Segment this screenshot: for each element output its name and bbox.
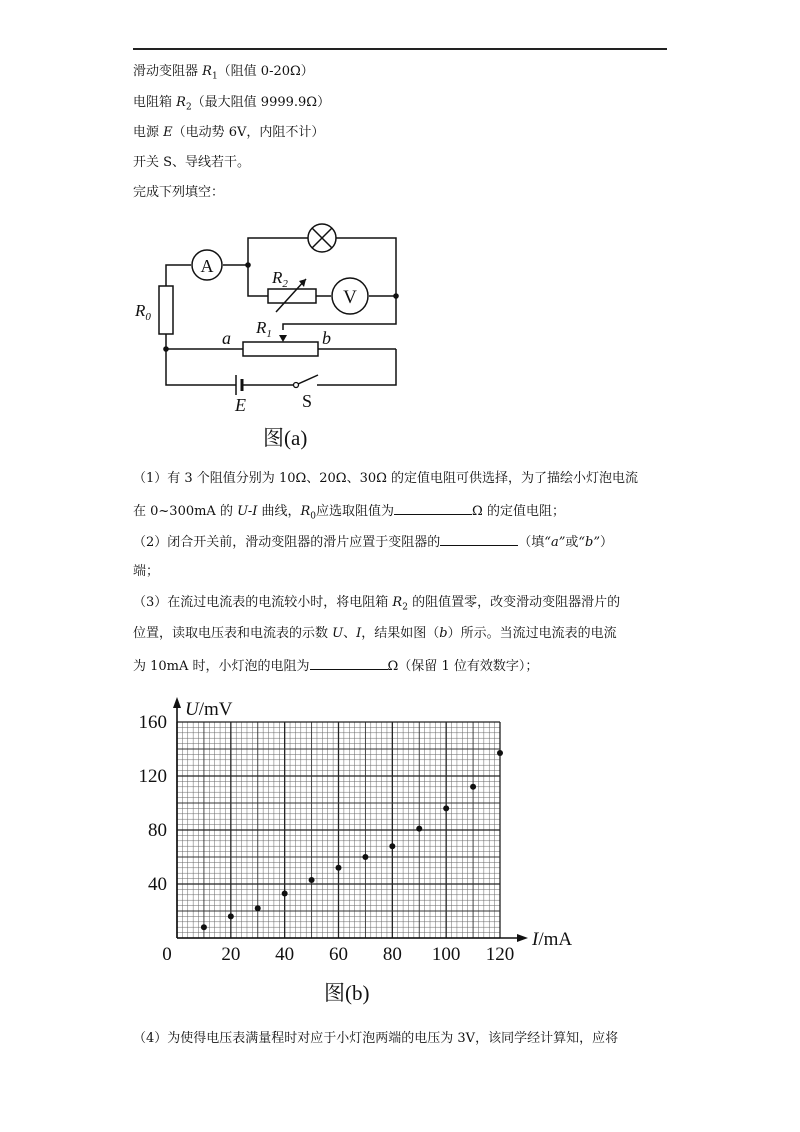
item-r1: 滑动变阻器 $R_1$（阻值 0-20Ω）: [133, 64, 314, 82]
x-tick-label: 20: [221, 944, 241, 965]
x-tick-label: 120: [485, 944, 515, 965]
junction-dot: [393, 293, 399, 299]
data-point: [497, 750, 503, 756]
y-tick-label: 160: [138, 712, 167, 733]
x-axis-label: I/mA: [532, 929, 573, 950]
lamp-symbol: [308, 224, 336, 252]
item-source: 电源 E（电动势 6V，内阻不计）: [133, 125, 325, 140]
y-tick-label: 40: [148, 874, 167, 895]
figure-a-caption: 图(a): [263, 426, 308, 450]
x-axis-arrow: [517, 934, 528, 942]
rheostat-r1: [243, 342, 318, 356]
label-a: a: [222, 328, 231, 348]
data-point: [228, 913, 234, 919]
item-r2: 电阻箱 $R_2$（最大阻值 9999.9Ω）: [133, 95, 331, 113]
axes: [173, 697, 528, 942]
y-tick-label: 120: [138, 766, 167, 787]
data-point: [470, 784, 476, 790]
circuit-diagram: [120, 215, 420, 455]
q2-line2: 端；: [133, 564, 160, 579]
label-e: E: [235, 395, 246, 415]
switch-symbol: [294, 375, 319, 388]
graph-figure-b: [120, 690, 600, 1020]
x-tick-label: 100: [431, 944, 461, 965]
x-tick-label: 40: [275, 944, 295, 965]
x-tick-label: 60: [329, 944, 348, 965]
junction-dot: [245, 262, 251, 268]
data-point: [416, 826, 422, 832]
data-point: [336, 865, 342, 871]
y-axis-arrow: [173, 697, 181, 708]
q1-line2: 在 0~300mA 的 U-I 曲线，$R_0$应选取阻值为 Ω 的定值电阻；: [133, 501, 673, 526]
label-r0: $R_0$: [135, 301, 151, 323]
data-point: [443, 805, 449, 811]
battery-symbol: [236, 375, 242, 395]
figure-b-caption: 图(b): [324, 981, 370, 1005]
data-point: [309, 877, 315, 883]
answer-blank-q1[interactable]: [394, 501, 472, 515]
q3-line2: 位置，读取电压表和电流表的示数 U、I，结果如图（b）所示。当流过电流表的电流: [133, 626, 617, 641]
label-s: S: [302, 391, 313, 411]
y-tick-label: 80: [148, 820, 167, 841]
data-point: [389, 843, 395, 849]
y-axis-label: U/mV: [185, 699, 233, 720]
item-switch: 开关 S、导线若干。: [133, 155, 251, 170]
label-r1: $R_1$: [256, 318, 272, 340]
junction-dot: [163, 346, 169, 352]
instruction-text: 完成下列填空：: [133, 185, 225, 200]
data-point: [362, 854, 368, 860]
resistor-r0: [159, 286, 173, 334]
answer-blank-q2[interactable]: [440, 532, 518, 546]
answer-blank-q3[interactable]: [310, 656, 388, 670]
data-point: [201, 924, 207, 930]
data-point: [255, 905, 261, 911]
data-points: [201, 750, 503, 930]
label-r2: $R_2$: [272, 268, 288, 290]
x-tick-label: 0: [162, 944, 172, 965]
q1-line1: （1）有 3 个阻值分别为 10Ω、20Ω、30Ω 的定值电阻可供选择，为了描绘小灯泡电流: [133, 471, 639, 486]
q3-line1: （3）在流过电流表的电流较小时，将电阻箱 $R_2$ 的阻值置零，改变滑动变阻器滑片的: [133, 595, 621, 613]
q2-line1: （2）闭合开关前，滑动变阻器的滑片应置于变阻器的 （填“a”或“b”）: [133, 532, 673, 552]
ammeter-label: A: [200, 256, 214, 276]
data-point: [282, 890, 288, 896]
slider-arrow: [279, 335, 287, 342]
label-b: b: [322, 328, 331, 348]
resistor-r2: [268, 289, 316, 303]
voltmeter-label: V: [343, 287, 357, 308]
header-rule: [133, 48, 667, 50]
q4-line1: （4）为使得电压表满量程时对应于小灯泡两端的电压为 3V，该同学经计算知，应将: [133, 1031, 619, 1046]
q3-line3: 为 10mA 时，小灯泡的电阻为 Ω（保留 1 位有效数字）；: [133, 656, 673, 676]
x-tick-label: 80: [382, 944, 402, 965]
